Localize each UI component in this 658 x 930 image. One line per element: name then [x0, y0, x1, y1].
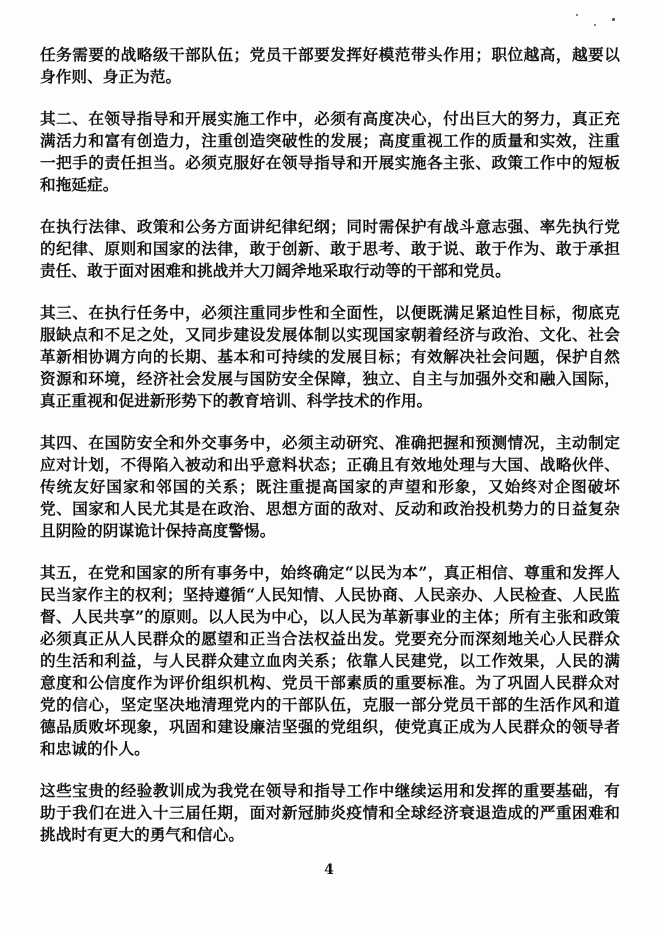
paragraph-1: 任务需要的战略级干部队伍；党员干部要发挥好模范带头作用；职位越高，越要以身作则、身正为范。	[40, 45, 620, 86]
paragraph-5: 其四、在国防安全和外交事务中，必须主动研究、准确把握和预测情况，主动制定应对计划，不得陷入被动和出乎意料状态；正确且有效地处理与大国、战略伙伴、传统友好国家和邻国的关系；既注重提高国家的声望和形象，又始终对企图破坏党、国家和人民尤其是在政治、思想方面的敌对、反动和政治投机势力的日益复杂且阴险的阴谋诡计保持高度警惕。	[40, 433, 620, 540]
paragraph-4: 其三、在执行任务中，必须注重同步性和全面性，以便既满足紧迫性目标，彻底克服缺点和不足之处，又同步建设发展体制以实现国家朝着经济与政治、文化、社会革新相协调方向的长期、基本和可持续的发展目标；有效解决社会问题，保护自然资源和环境，经济社会发展与国防安全保障，独立、自主与加强外交和融入国际，真正重视和促进新形势下的教育培训、科学技术的作用。	[40, 303, 620, 410]
scan-artifact-marks	[572, 10, 632, 34]
paragraph-2: 其二、在领导指导和开展实施工作中，必须有高度决心，付出巨大的努力，真正充满活力和富有创造力，注重创造突破性的发展；高度重视工作的质量和实效，注重一把手的责任担当。必须克服好在领导指导和开展实施各主张、政策工作中的短板和拖延症。	[40, 109, 620, 194]
paragraph-7: 这些宝贵的经验教训成为我党在领导和指导工作中继续运用和发挥的重要基础，有助于我们在进入十三届任期，面对新冠肺炎疫情和全球经济衰退造成的严重困难和挑战时有更大的勇气和信心。	[40, 781, 620, 844]
paragraph-6: 其五，在党和国家的所有事务中，始终确定“以民为本”，真正相信、尊重和发挥人民当家作主的权利；坚持遵循“人民知情、人民协商、人民亲办、人民检查、人民监督、人民共享”的原则。以人民为中心，以人民为革新事业的主体；所有主张和政策必须真正从人民群众的愿望和正当合法权益出发。党要充分而深刻地关心人民群众的生活和利益，与人民群众建立血肉关系；依靠人民建党，以工作效果，人民的满意度和公信度作为评价组织机构、党员干部素质的重要标准。为了巩固人民群众对党的信心，坚定坚决地清理党内的干部队伍，克服一部分党员干部的生活作风和道德品质败坏现象，巩固和建设廉洁坚强的党组织，使党真正成为人民群众的领导者和忠诚的仆人。	[40, 563, 620, 758]
paragraph-3: 在执行法律、政策和公务方面讲纪律纪纲；同时需保护有战斗意志强、率先执行党的纪律、原则和国家的法律，敢于创新、敢于思考、敢于说、敢于作为、敢于承担责任、敢于面对困难和挑战并大刀阔斧地采取行动等的干部和党员。	[40, 217, 620, 280]
page-number: 4	[324, 862, 334, 878]
document-body	[40, 44, 620, 866]
